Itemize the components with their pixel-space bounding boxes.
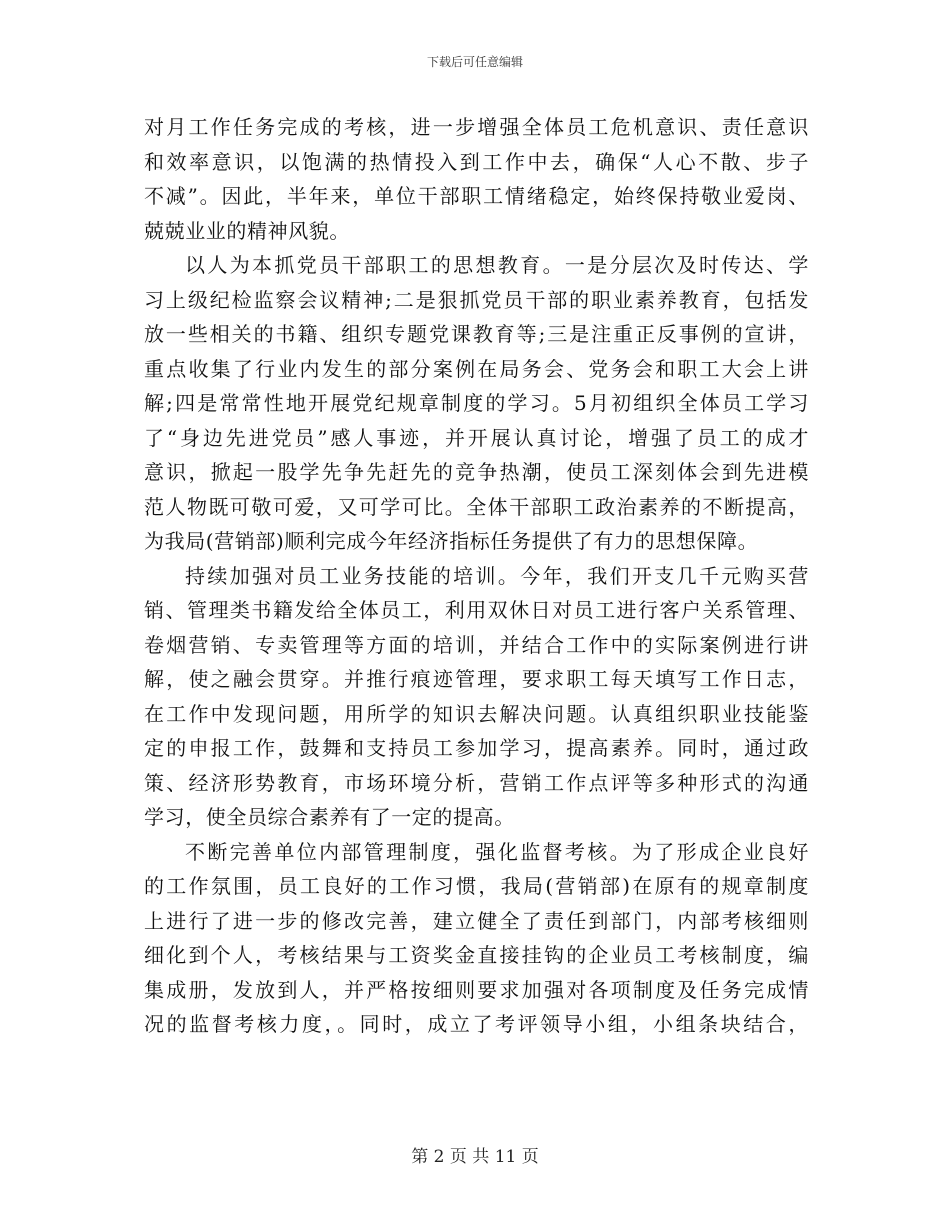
text-line: 学习，使全员综合素养有了一定的提高。 xyxy=(144,805,515,829)
text-line: 销、管理类书籍发给全体员工，利用双休日对员工进行客户关系管理、 xyxy=(144,598,809,622)
text-line: 卷烟营销、专卖管理等方面的培训，并结合工作中的实际案例进行讲 xyxy=(144,632,809,657)
text-line: 重点收集了行业内发生的部分案例在局务会、党务会和职工大会上讲 xyxy=(144,356,809,381)
document-body xyxy=(144,110,809,1042)
text-line: 况的监督考核力度，。同时，成立了考评领导小组，小组条块结合， xyxy=(144,1012,809,1036)
page-header: 下载后可任意编辑 xyxy=(426,55,523,69)
text-line: 解;四是常常性地开展党纪规章制度的学习。5月初组织全体员工学习 xyxy=(144,391,809,415)
text-line: 的工作氛围，员工良好的工作习惯，我局(营销部)在原有的规章制度 xyxy=(144,874,809,898)
text-line: 意识，掀起一股学先争先赶先的竞争热潮，使员工深刻体会到先进模 xyxy=(144,460,809,484)
text-line: 习上级纪检监察会议精神;二是狠抓党员干部的职业素养教育，包括发 xyxy=(144,287,809,312)
paragraph-first-line: 以人为本抓党员干部职工的思想教育。一是分层次及时传达、学 xyxy=(185,253,809,277)
text-line: 放一些相关的书籍、组织专题党课教育等;三是注重正反事例的宣讲， xyxy=(144,322,809,346)
text-line: 定的申报工作，鼓舞和支持员工参加学习，提高素养。同时，通过政 xyxy=(144,736,809,760)
text-line: 对月工作任务完成的考核，进一步增强全体员工危机意识、责任意识 xyxy=(144,115,809,139)
text-line: 为我局(营销部)顺利完成今年经济指标任务提供了有力的思想保障。 xyxy=(144,529,759,553)
paragraph-first-line: 持续加强对员工业务技能的培训。今年，我们开支几千元购买营 xyxy=(185,563,809,588)
text-line: 了“身边先进党员”感人事迹，并开展认真讨论，增强了员工的成才 xyxy=(144,425,809,450)
text-line: 上进行了进一步的修改完善，建立健全了责任到部门，内部考核细则 xyxy=(144,908,809,933)
text-line: 解，使之融会贯穿。并推行痕迹管理，要求职工每天填写工作日志， xyxy=(144,667,809,691)
text-line: 和效率意识，以饱满的热情投入到工作中去，确保“人心不散、步子 xyxy=(144,149,809,174)
text-line: 范人物既可敬可爱，又可学可比。全体干部职工政治素养的不断提高， xyxy=(144,494,809,519)
text-line: 不减”。因此，半年来，单位干部职工情绪稳定，始终保持敬业爱岗、 xyxy=(144,184,809,208)
text-line: 兢兢业业的精神风貌。 xyxy=(144,218,350,243)
text-line: 集成册，发放到人，并严格按细则要求加强对各项制度及任务完成情 xyxy=(144,977,809,1002)
text-line: 细化到个人，考核结果与工资奖金直接挂钩的企业员工考核制度，编 xyxy=(144,943,809,967)
paragraph-first-line: 不断完善单位内部管理制度，强化监督考核。为了形成企业良好 xyxy=(185,839,809,864)
text-line: 策、经济形势教育，市场环境分析，营销工作点评等多种形式的沟通 xyxy=(144,770,809,795)
text-line: 在工作中发现问题，用所学的知识去解决问题。认真组织职业技能鉴 xyxy=(144,701,809,726)
page-number-footer: 第 2 页 共 11 页 xyxy=(411,1147,539,1167)
